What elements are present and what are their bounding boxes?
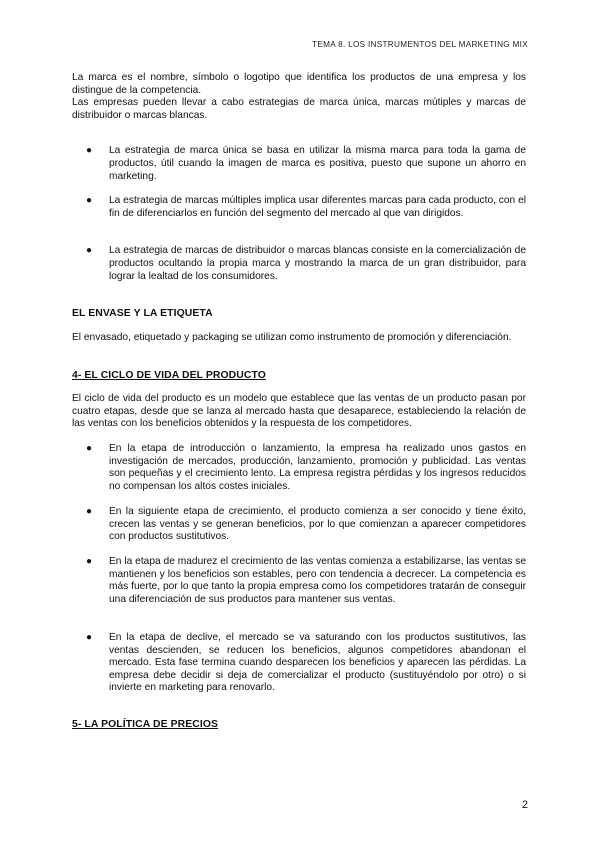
bullet-icon: ● — [86, 555, 93, 567]
packaging-text: El envasado, etiquetado y packaging se utilizan como instrumento de promoción y diferenciación. — [72, 331, 512, 343]
brand-strategy-list — [72, 145, 526, 283]
list-item: ● La estrategia de marca única se basa en utilizar la misma marca para toda la gama de productos, útil cuando la imagen de marca es positiva, puesto que supone un ahorro en marketing. — [86, 145, 526, 182]
bullet-icon: ● — [86, 631, 93, 643]
life-cycle-intro: El ciclo de vida del producto es un modelo que establece que las ventas de un producto pasan por cuatro etapas, desde que se lanza al mercado hasta que desaparece, estableciendo la relación de las ventas con los beneficios obtenidos y la respuesta de los competidores. — [72, 393, 526, 430]
life-cycle-stage-list — [72, 443, 526, 695]
life-cycle-heading: 4- EL CICLO DE VIDA DEL PRODUCTO — [72, 369, 266, 381]
list-item: ● En la etapa de declive, el mercado se va saturando con los productos sustitutivos, las ventas descienden, se reducen los beneficios, algunos competidores abandonan el mercado. Esta fase termina cuando desparecen los beneficios y aparecen las pérdidas. La empresa debe decidir si deja de comercializar el producto (sustituyéndolo por otro) o si invierte en marketing para renovarlo. — [86, 631, 526, 694]
list-item: ● En la etapa de introducción o lanzamiento, la empresa ha realizado unos gastos en investigación de mercados, producción, lanzamiento, promoción y publicidad. Las ventas son pequeñas y el crecimiento lento. La empresa registra pérdidas y los ingresos reducidos no compensan los altos costes iniciales. — [86, 442, 526, 492]
bullet-icon: ● — [86, 245, 93, 257]
page-body — [72, 72, 526, 732]
bullet-icon: ● — [86, 195, 93, 207]
brand-definition: La marca es el nombre, símbolo o logotipo que identifica los productos de una empresa y los distingue de la competencia. — [72, 72, 526, 96]
bullet-icon: ● — [86, 505, 93, 517]
running-header: TEMA 8. LOS INSTRUMENTOS DEL MARKETING MIX — [312, 40, 528, 49]
list-item: ● En la siguiente etapa de crecimiento, el producto comienza a ser conocido y tiene éxito, crecen las ventas y se generan beneficios, por lo que comienzan a aparecer competidores con productos sustitutivos. — [86, 505, 526, 543]
brand-strategies-intro: Las empresas pueden llevar a cabo estrategias de marca única, marcas mútiples y marcas de distribuidor o marcas blancas. — [72, 97, 526, 121]
list-item: ● La estrategia de marcas de distribuidor o marcas blancas consiste en la comercialización de productos ocultando la propia marca y mostrando la marca de un gran distribuidor, para lograr la lealtad de los consumidores. — [86, 245, 526, 282]
list-item: ● En la etapa de madurez el crecimiento de las ventas comienza a estabilizarse, las ventas se mantienen y los beneficios son estables, pero con tendencia a decrecer. La competencia es más fuerte, por lo que tanto la propia empresa como los competidores tratarán de conseguir una diferenciación de sus productos para mantener sus ventas. — [86, 555, 526, 605]
list-item: ● La estrategia de marcas múltiples implica usar diferentes marcas para cada producto, con el fin de diferenciarlos en función del segmento del mercado al que van dirigidos. — [86, 195, 526, 219]
bullet-icon: ● — [86, 145, 93, 157]
bullet-icon: ● — [86, 442, 93, 454]
page-number: 2 — [521, 799, 528, 811]
pricing-heading: 5- LA POLÍTICA DE PRECIOS — [72, 718, 219, 730]
packaging-heading: EL ENVASE Y LA ETIQUETA — [72, 308, 213, 320]
